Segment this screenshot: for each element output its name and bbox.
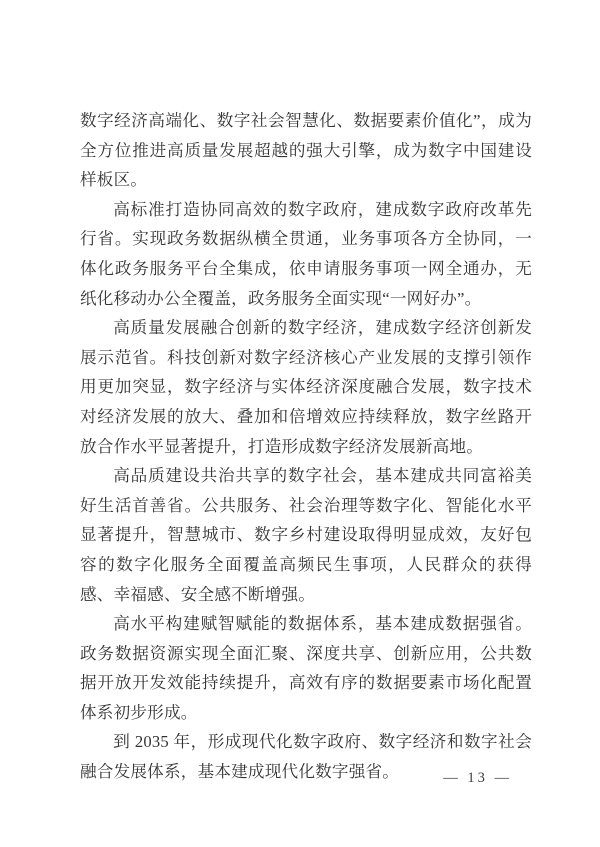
paragraph-digital-government: 高标准打造协同高效的数字政府，建成数字政府改革先行省。实现政务数据纵横全贯通，业务事项各方全协同，一体化政务服务平台全集成，依申请服务事项一网全通办，无纸化移动办公全覆盖，政务服务全面实现“一网好办”。 bbox=[80, 199, 532, 308]
paragraph-2035-goal: 到 2035 年，形成现代化数字政府、数字经济和数字社会融合发展体系，基本建成现代化数字强省。 bbox=[80, 732, 532, 782]
document-body bbox=[80, 106, 532, 787]
paragraph-continuation: 数字经济高端化、数字社会智慧化、数据要素价值化”，成为全方位推进高质量发展超越的强大引擎，成为数字中国建设样板区。 bbox=[80, 111, 532, 190]
page-number: — 13 — bbox=[443, 770, 512, 786]
paragraph-digital-economy: 高质量发展融合创新的数字经济，建成数字经济创新发展示范省。科技创新对数字经济核心产业发展的支撑引领作用更加突显，数字经济与实体经济深度融合发展，数字技术对经济发展的放大、叠加和倍增效应持续释放，数字丝路开放合作水平显著提升，打造形成数字经济发展新高地。 bbox=[80, 318, 532, 456]
paragraph-digital-society: 高品质建设共治共享的数字社会，基本建成共同富裕美好生活首善省。公共服务、社会治理等数字化、智能化水平显著提升，智慧城市、数字乡村建设取得明显成效，友好包容的数字化服务全面覆盖高频民生事项，人民群众的获得感、幸福感、安全感不断增强。 bbox=[80, 466, 532, 604]
paragraph-data-system: 高水平构建赋智赋能的数据体系，基本建成数据强省。政务数据资源实现全面汇聚、深度共享、创新应用，公共数据开放开发效能持续提升，高效有序的数据要素市场化配置体系初步形成。 bbox=[80, 614, 532, 722]
